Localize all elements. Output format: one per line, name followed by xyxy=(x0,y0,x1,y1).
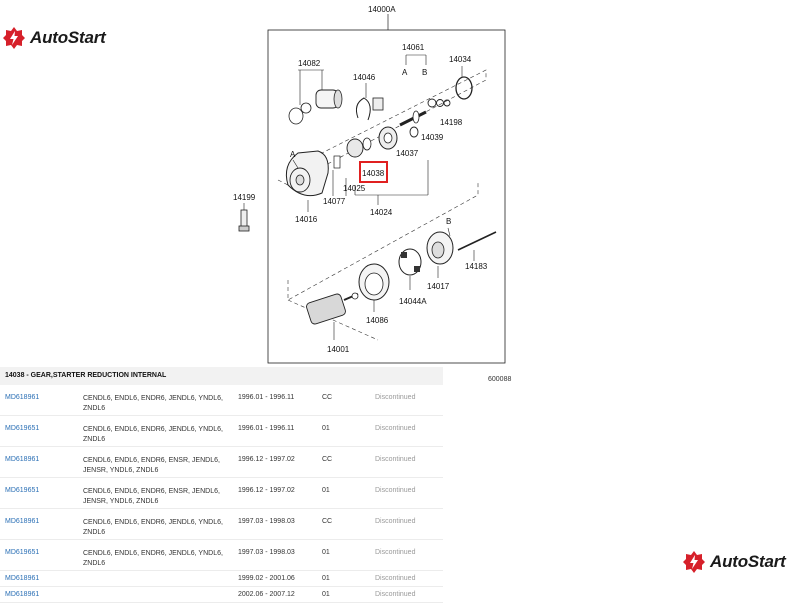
date-range: 1996.01 - 1996.11 xyxy=(237,385,321,416)
label-14016[interactable]: 14016 xyxy=(295,215,318,224)
model-codes xyxy=(82,587,237,603)
label-14024[interactable]: 14024 xyxy=(370,208,393,217)
status-text: Discontinued xyxy=(374,509,443,540)
part-number-link[interactable]: MD618961 xyxy=(0,509,82,540)
model-codes: CENDL6, ENDL6, ENDR6, ENSR, JENDL6, JENSR, YNDL6, ZNDL6 xyxy=(82,447,237,478)
date-range: 1997.03 - 1998.03 xyxy=(237,509,321,540)
quantity-code: 01 xyxy=(321,587,374,603)
parts-table xyxy=(0,385,443,603)
table-row xyxy=(0,571,443,587)
label-14198[interactable]: 14198 xyxy=(440,118,463,127)
part-number-link[interactable]: MD619651 xyxy=(0,540,82,571)
label-14017[interactable]: 14017 xyxy=(427,282,450,291)
label-14082[interactable]: 14082 xyxy=(298,59,321,68)
table-row xyxy=(0,509,443,540)
part-number-link[interactable]: MD619651 xyxy=(0,478,82,509)
status-text: Discontinued xyxy=(374,416,443,447)
label-14025[interactable]: 14025 xyxy=(343,184,366,193)
label-14037[interactable]: 14037 xyxy=(396,149,419,158)
label-14061[interactable]: 14061 xyxy=(402,43,425,52)
table-row xyxy=(0,416,443,447)
label-14061-b[interactable]: B xyxy=(422,68,428,77)
brand-name: AutoStart xyxy=(710,552,786,571)
model-codes: CENDL6, ENDL6, ENDR6, JENDL6, YNDL6, ZNDL6 xyxy=(82,540,237,571)
date-range: 1996.12 - 1997.02 xyxy=(237,447,321,478)
quantity-code: 01 xyxy=(321,571,374,587)
model-codes: CENDL6, ENDL6, ENDR6, JENDL6, YNDL6, ZNDL6 xyxy=(82,509,237,540)
table-row xyxy=(0,540,443,571)
model-codes: CENDL6, ENDL6, ENDR6, ENSR, JENDL6, JENSR, YNDL6, ZNDL6 xyxy=(82,478,237,509)
part-number-link[interactable]: MD618961 xyxy=(0,447,82,478)
table-row xyxy=(0,385,443,416)
quantity-code: 01 xyxy=(321,478,374,509)
parts-diagram xyxy=(228,0,518,370)
label-a-left[interactable]: A xyxy=(290,150,296,159)
label-14077[interactable]: 14077 xyxy=(323,197,346,206)
date-range: 1999.02 - 2001.06 xyxy=(237,571,321,587)
quantity-code: 01 xyxy=(321,416,374,447)
label-14034[interactable]: 14034 xyxy=(449,55,472,64)
label-14183[interactable]: 14183 xyxy=(465,262,488,271)
part-number-link[interactable]: MD618961 xyxy=(0,571,82,587)
status-text: Discontinued xyxy=(374,587,443,603)
date-range: 2002.06 - 2007.12 xyxy=(237,587,321,603)
label-14046[interactable]: 14046 xyxy=(353,73,376,82)
date-range: 1997.03 - 1998.03 xyxy=(237,540,321,571)
model-codes: CENDL6, ENDL6, ENDR6, JENDL6, YNDL6, ZNDL6 xyxy=(82,385,237,416)
assembly-code-label[interactable]: 14000A xyxy=(368,5,396,14)
starter-gear-logo-icon xyxy=(2,26,26,50)
starter-gear-logo-icon xyxy=(682,550,706,574)
model-codes: CENDL6, ENDL6, ENDR6, JENDL6, YNDL6, ZNDL6 xyxy=(82,416,237,447)
status-text: Discontinued xyxy=(374,447,443,478)
brand-logo[interactable] xyxy=(2,26,106,50)
label-b-right[interactable]: B xyxy=(446,217,452,226)
brand-name: AutoStart xyxy=(30,28,106,47)
status-text: Discontinued xyxy=(374,540,443,571)
part-number-link[interactable]: MD619651 xyxy=(0,416,82,447)
part-number-link[interactable]: MD618961 xyxy=(0,385,82,416)
label-14001[interactable]: 14001 xyxy=(327,345,350,354)
brand-logo-footer[interactable] xyxy=(682,550,786,574)
status-text: Discontinued xyxy=(374,385,443,416)
label-14044a[interactable]: 14044A xyxy=(399,297,427,306)
date-range: 1996.01 - 1996.11 xyxy=(237,416,321,447)
model-codes xyxy=(82,571,237,587)
label-14038[interactable]: 14038 xyxy=(362,169,385,178)
table-row xyxy=(0,587,443,603)
label-14199[interactable]: 14199 xyxy=(233,193,256,202)
label-14086[interactable]: 14086 xyxy=(366,316,389,325)
quantity-code: 01 xyxy=(321,540,374,571)
date-range: 1996.12 - 1997.02 xyxy=(237,478,321,509)
table-row xyxy=(0,447,443,478)
diagram-code: 600088 xyxy=(488,376,512,383)
label-14039[interactable]: 14039 xyxy=(421,133,444,142)
part-group-title: 14038 - GEAR,STARTER REDUCTION INTERNAL xyxy=(0,367,443,385)
status-text: Discontinued xyxy=(374,571,443,587)
label-14061-a[interactable]: A xyxy=(402,68,408,77)
quantity-code: CC xyxy=(321,385,374,416)
quantity-code: CC xyxy=(321,447,374,478)
quantity-code: CC xyxy=(321,509,374,540)
part-number-link[interactable]: MD618961 xyxy=(0,587,82,603)
table-row xyxy=(0,478,443,509)
status-text: Discontinued xyxy=(374,478,443,509)
